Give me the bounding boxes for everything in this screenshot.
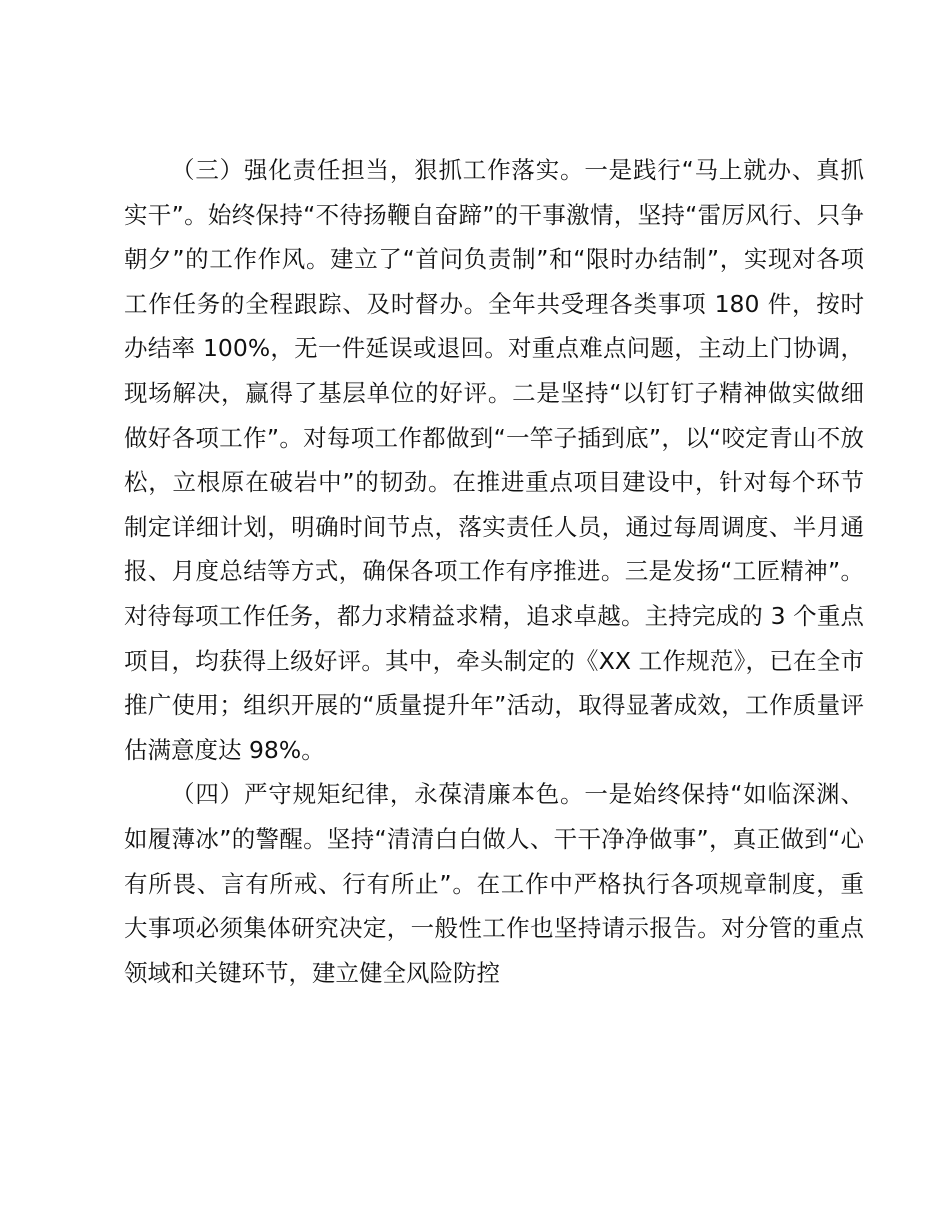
document-body [124, 148, 864, 995]
paragraph-section-four: （四）严守规矩纪律，永葆清廉本色。一是始终保持“如临深渊、如履薄冰”的警醒。坚持“清清白白做人、干干净净做事”，真正做到“心有所畏、言有所戒、行有所止”。在工作中严格执行各项规章制度，重大事项必须集体研究决定，一般性工作也坚持请示报告。对分管的重点领域和关键环节，建立健全风险防控 [124, 780, 864, 987]
paragraph-section-three: （三）强化责任担当，狠抓工作落实。一是践行“马上就办、真抓实干”。始终保持“不待扬鞭自奋蹄”的干事激情，坚持“雷厉风行、只争朝夕”的工作作风。建立了“首问负责制”和“限时办结制”，实现对各项工作任务的全程跟踪、及时督办。全年共受理各类事项 180 件，按时办结率 100%，无一件延误或退回。对重点难点问题，主动上门协调，现场解决，赢得了基层单位的好评。二是坚持“以钉钉子精神做实做细做好各项工作”。对每项工作都做到“一竿子插到底”，以“咬定青山不放松，立根原在破岩中”的韧劲。在推进重点项目建设中，针对每个环节制定详细计划，明确时间节点，落实责任人员，通过每周调度、半月通报、月度总结等方式，确保各项工作有序推进。三是发扬“工匠精神”。对待每项工作任务，都力求精益求精，追求卓越。主持完成的 3 个重点项目，均获得上级好评。其中，牵头制定的《XX 工作规范》，已在全市推广使用；组织开展的“质量提升年”活动，取得显著成效，工作质量评估满意度达 98%。 [124, 156, 864, 764]
